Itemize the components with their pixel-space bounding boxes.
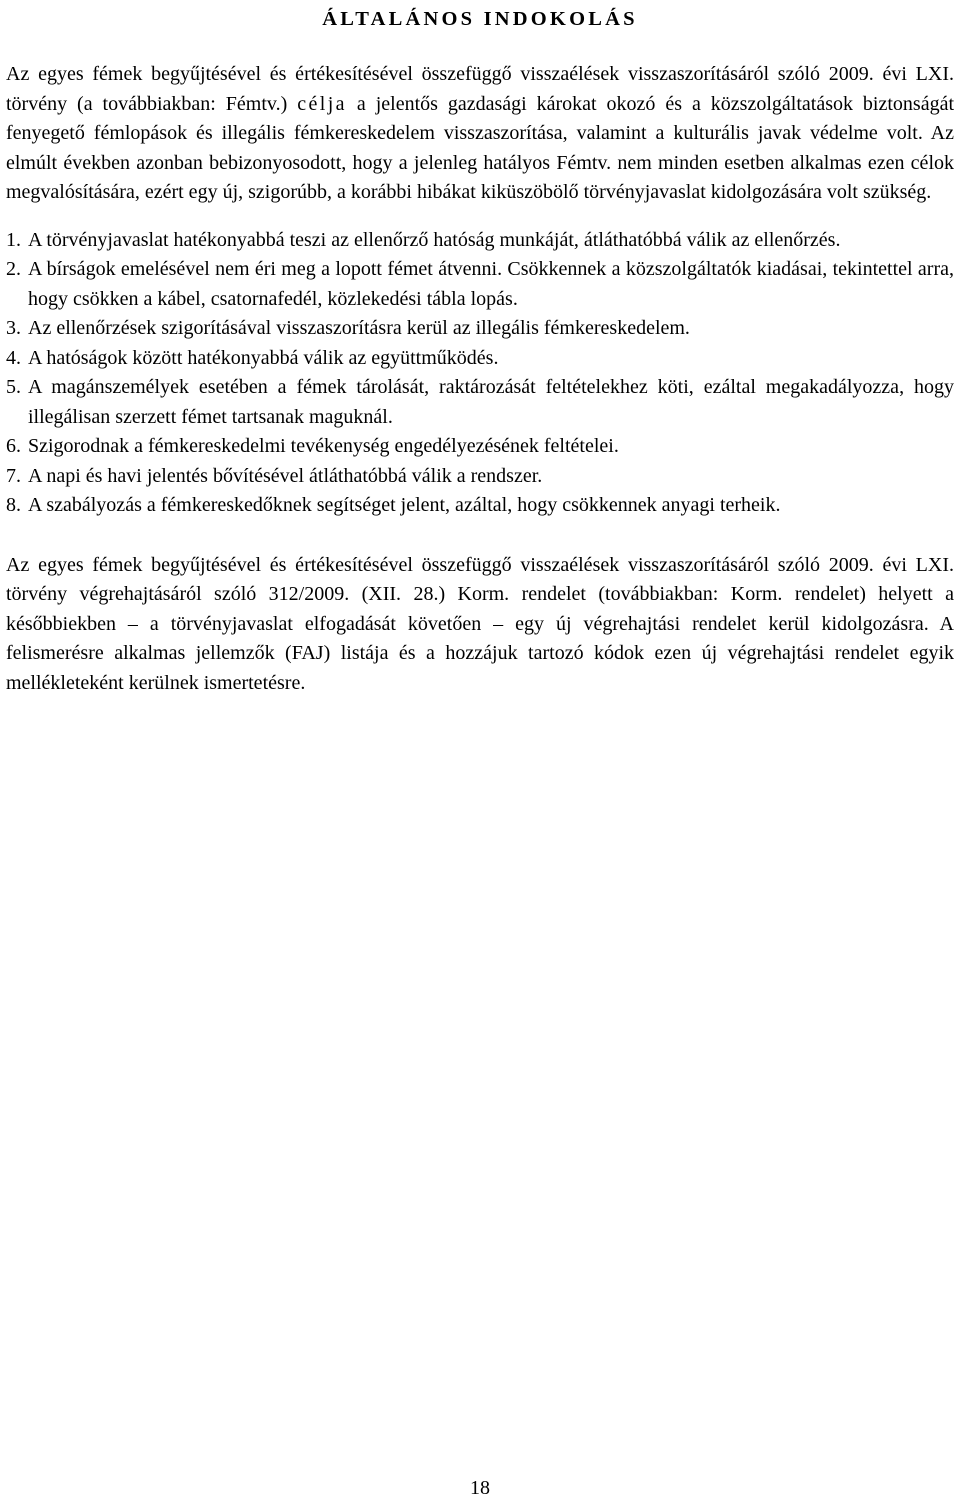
list-item-number: 3. bbox=[6, 317, 21, 339]
list-item-text: A bírságok emelésével nem éri meg a lopott fémet átvenni. Csökkennek a közszolgáltatók kiadásai, tekintettel arra, hogy csökken a kábel, csatornafedél, közlekedési tábla lopás. bbox=[28, 258, 954, 310]
list-item-text: Az ellenőrzések szigorításával visszaszorításra kerül az illegális fémkereskedelem. bbox=[28, 317, 690, 339]
list-item bbox=[6, 373, 954, 432]
list-item bbox=[6, 344, 954, 374]
list-item bbox=[6, 255, 954, 314]
document-title: ÁLTALÁNOS INDOKOLÁS bbox=[322, 8, 638, 30]
list-item-text: A magánszemélyek esetében a fémek tárolását, raktározását feltételekhez köti, ezáltal megakadályozza, hogy illegálisan szerzett fémet tartsanak maguknál. bbox=[28, 376, 954, 428]
list-item bbox=[6, 491, 954, 521]
list-item bbox=[6, 226, 954, 256]
list-item-number: 8. bbox=[6, 494, 21, 516]
list-item bbox=[6, 462, 954, 492]
list-item-text: A hatóságok között hatékonyabbá válik az együttműködés. bbox=[28, 346, 499, 369]
list-item bbox=[6, 314, 954, 344]
intro-paragraph bbox=[6, 60, 954, 208]
intro-emphasis: célja bbox=[297, 92, 347, 115]
list-item-number: 5. bbox=[6, 376, 21, 398]
list-item-text: A törvényjavaslat hatékonyabbá teszi az ellenőrző hatóság munkáját, átláthatóbbá válik az ellenőrzés. bbox=[28, 228, 841, 251]
page-number: 18 bbox=[470, 1477, 490, 1499]
intro-text-part1: Az egyes fémek begyűjtésével és értékesítésével összefüggő visszaélések visszaszorításáról szóló 2009. évi LXI. törvény (a továbbiakban: Fémtv.) bbox=[6, 63, 954, 115]
list-item bbox=[6, 432, 954, 462]
closing-paragraph: Az egyes fémek begyűjtésével és értékesítésével összefüggő visszaélések visszaszorításáról szóló 2009. évi LXI. törvény végrehajtásáról szóló 312/2009. (XII. 28.) Korm. rendelet (továbbiakban: Korm. rendelet) helyett a későbbiekben – a törvényjavaslat elfogadását követően – egy új végrehajtási rendelet kerül kidolgozásra. A felismerésre alkalmas jellemzők (FAJ) listája és a hozzájuk tartozó kódok ezen új végrehajtási rendelet egyik mellékleteként kerülnek ismertetésre. bbox=[6, 553, 954, 694]
list-item-number: 4. bbox=[6, 346, 21, 369]
intro-text-part2: a jelentős gazdasági károkat okozó és a közszolgáltatások biztonságát fenyegető fémlopások és illegális fémkereskedelem visszaszorítása, valamint a kulturális javak védelme volt. Az elmúlt években azonban bebizonyosodott, hogy a jelenleg hatályos Fémtv. nem minden esetben alkalmas ezen célok megvalósítására, ezért egy új, szigorúbb, a korábbi hibákat kiküszöbölő törvényjavaslat kidolgozására volt szükség. bbox=[6, 92, 955, 203]
list-item-number: 1. bbox=[6, 228, 21, 251]
list-item-number: 7. bbox=[6, 464, 21, 487]
document-page bbox=[6, 0, 954, 698]
list-item-text: Szigorodnak a fémkereskedelmi tevékenység engedélyezésének feltételei. bbox=[28, 435, 619, 457]
list-item-number: 2. bbox=[6, 258, 21, 280]
list-item-text: A szabályozás a fémkereskedőknek segítséget jelent, azáltal, hogy csökkennek anyagi terheik. bbox=[28, 494, 781, 516]
list-item-text: A napi és havi jelentés bővítésével átláthatóbbá válik a rendszer. bbox=[28, 464, 543, 487]
list-item-number: 6. bbox=[6, 435, 21, 457]
objectives-list bbox=[6, 226, 954, 521]
